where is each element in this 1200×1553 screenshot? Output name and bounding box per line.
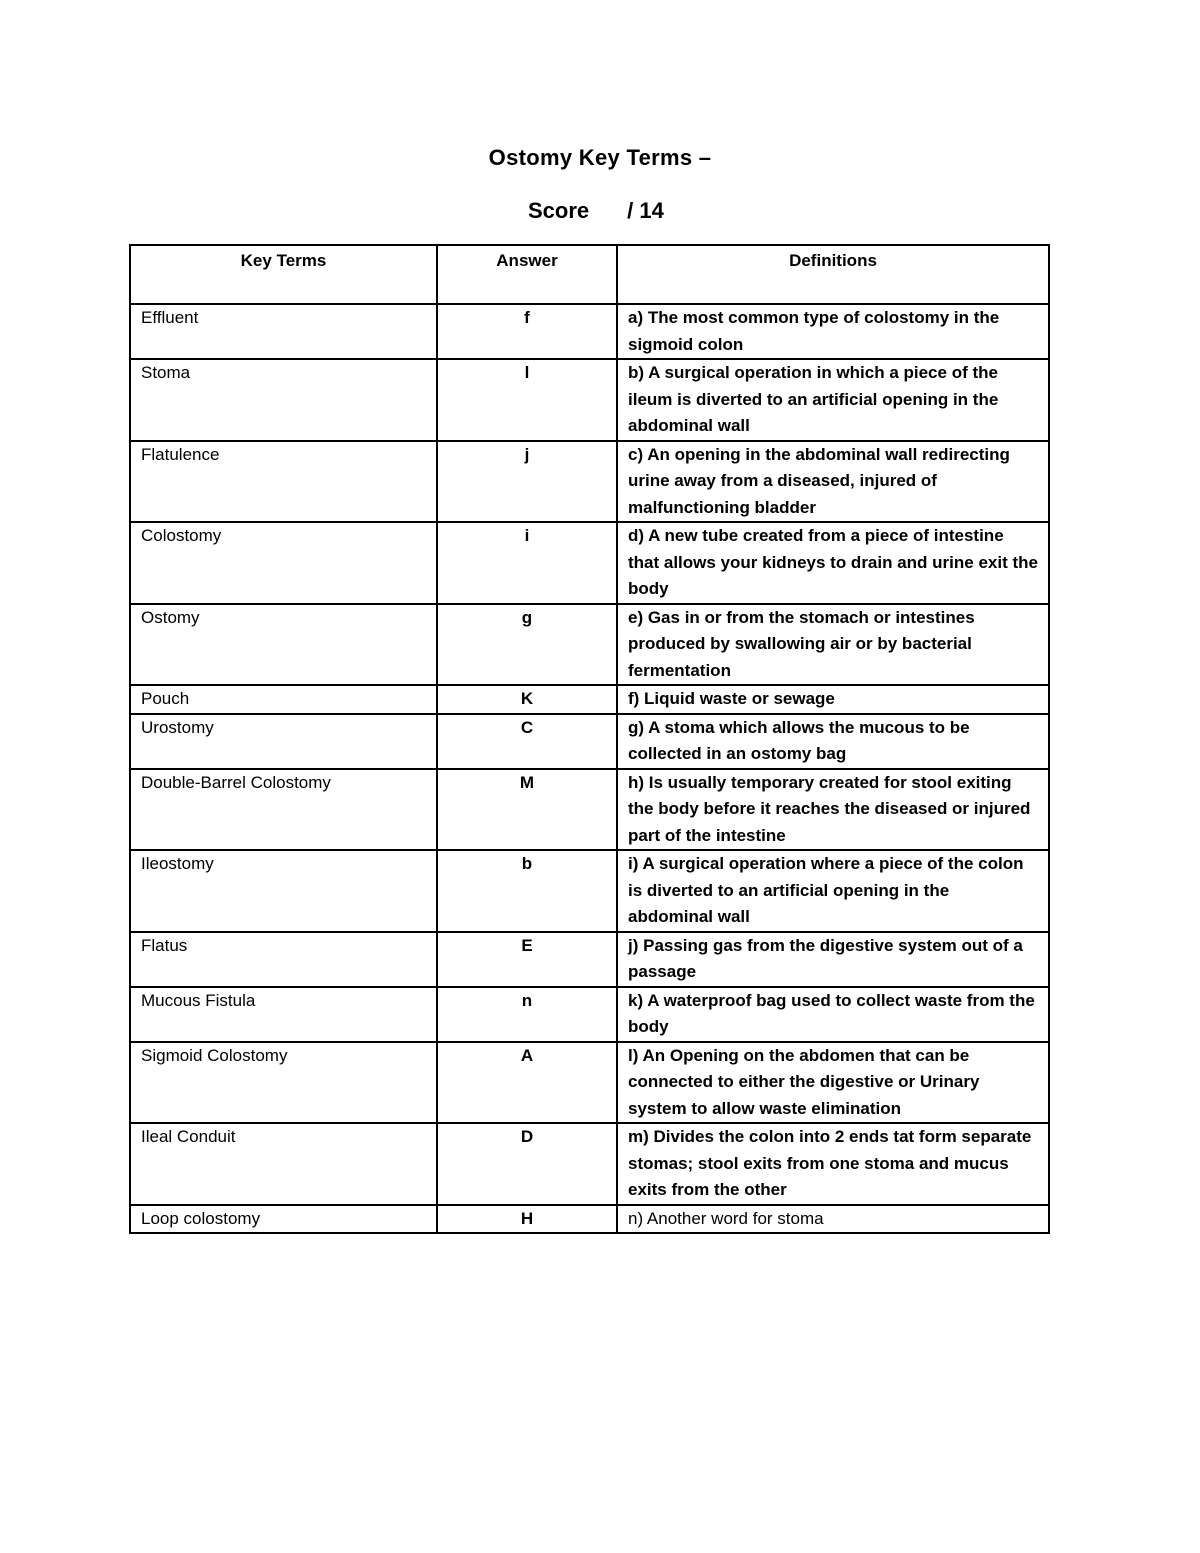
score-label: Score	[528, 198, 590, 223]
definition-cell: j) Passing gas from the digestive system out of a passage	[617, 932, 1049, 987]
term-cell: Effluent	[130, 304, 437, 359]
score-total: / 14	[627, 198, 664, 223]
term-cell: Flatus	[130, 932, 437, 987]
key-terms-table	[129, 244, 1050, 1234]
table-row	[130, 359, 1049, 441]
term-cell: Mucous Fistula	[130, 987, 437, 1042]
table-row	[130, 685, 1049, 714]
table-row	[130, 932, 1049, 987]
answer-cell: E	[437, 932, 617, 987]
answer-cell: A	[437, 1042, 617, 1124]
definition-cell: a) The most common type of colostomy in the sigmoid colon	[617, 304, 1049, 359]
term-cell: Colostomy	[130, 522, 437, 604]
definition-cell: h) Is usually temporary created for stool exiting the body before it reaches the diseased or injured part of the intestine	[617, 769, 1049, 851]
table-row	[130, 1205, 1049, 1234]
header-definitions: Definitions	[617, 245, 1049, 304]
table-row	[130, 714, 1049, 769]
score-line	[528, 198, 664, 224]
definition-cell: i) A surgical operation where a piece of the colon is diverted to an artificial opening in the abdominal wall	[617, 850, 1049, 932]
table-row	[130, 850, 1049, 932]
answer-cell: i	[437, 522, 617, 604]
answer-cell: D	[437, 1123, 617, 1205]
table-row	[130, 522, 1049, 604]
answer-cell: C	[437, 714, 617, 769]
definition-cell: g) A stoma which allows the mucous to be collected in an ostomy bag	[617, 714, 1049, 769]
table-row	[130, 769, 1049, 851]
answer-cell: M	[437, 769, 617, 851]
definition-cell: m) Divides the colon into 2 ends tat form separate stomas; stool exits from one stoma and mucus exits from the other	[617, 1123, 1049, 1205]
answer-cell: g	[437, 604, 617, 686]
answer-cell: b	[437, 850, 617, 932]
definition-cell: l) An Opening on the abdomen that can be connected to either the digestive or Urinary system to allow waste elimination	[617, 1042, 1049, 1124]
term-cell: Ileal Conduit	[130, 1123, 437, 1205]
table-row	[130, 304, 1049, 359]
definition-cell: f) Liquid waste or sewage	[617, 685, 1049, 714]
term-cell: Ileostomy	[130, 850, 437, 932]
term-cell: Loop colostomy	[130, 1205, 437, 1234]
answer-cell: n	[437, 987, 617, 1042]
answer-cell: H	[437, 1205, 617, 1234]
header-answer: Answer	[437, 245, 617, 304]
definition-cell: k) A waterproof bag used to collect waste from the body	[617, 987, 1049, 1042]
answer-cell: f	[437, 304, 617, 359]
definition-cell: n) Another word for stoma	[617, 1205, 1049, 1234]
header-key-terms: Key Terms	[130, 245, 437, 304]
answer-cell: K	[437, 685, 617, 714]
answer-cell: l	[437, 359, 617, 441]
table-row	[130, 1123, 1049, 1205]
term-cell: Sigmoid Colostomy	[130, 1042, 437, 1124]
definition-cell: d) A new tube created from a piece of intestine that allows your kidneys to drain and urine exit the body	[617, 522, 1049, 604]
table-row	[130, 987, 1049, 1042]
answer-cell: j	[437, 441, 617, 523]
term-cell: Pouch	[130, 685, 437, 714]
table-row	[130, 441, 1049, 523]
table-header-row	[130, 245, 1049, 304]
page-title: Ostomy Key Terms –	[488, 145, 712, 170]
term-cell: Urostomy	[130, 714, 437, 769]
table-row	[130, 604, 1049, 686]
term-cell: Double-Barrel Colostomy	[130, 769, 437, 851]
table-row	[130, 1042, 1049, 1124]
definition-cell: c) An opening in the abdominal wall redirecting urine away from a diseased, injured of malfunctioning bladder	[617, 441, 1049, 523]
definition-cell: b) A surgical operation in which a piece of the ileum is diverted to an artificial opening in the abdominal wall	[617, 359, 1049, 441]
term-cell: Ostomy	[130, 604, 437, 686]
definition-cell: e) Gas in or from the stomach or intestines produced by swallowing air or by bacterial fermentation	[617, 604, 1049, 686]
term-cell: Stoma	[130, 359, 437, 441]
term-cell: Flatulence	[130, 441, 437, 523]
